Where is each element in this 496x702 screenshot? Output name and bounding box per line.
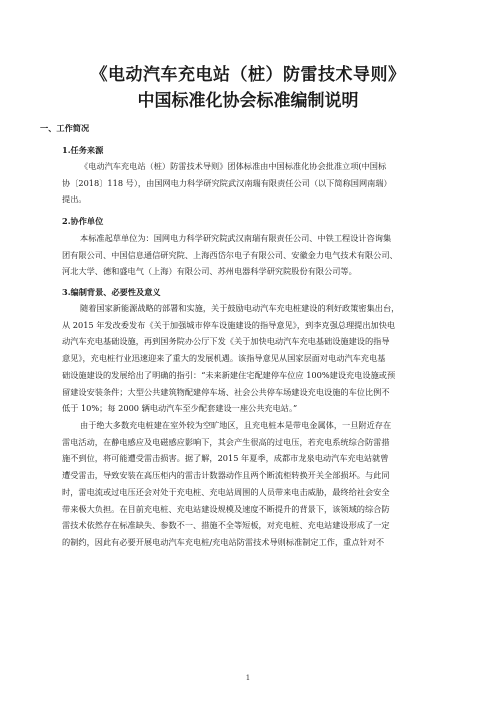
paragraph-line: 的制约，因此有必要开展电动汽车充电桩/充电站防雷技术导则标准制定工作，重点针对不 xyxy=(62,536,385,547)
subsection-heading-task-source: 1.任务来源 xyxy=(62,145,104,155)
paragraph-line: 《电动汽车充电站（桩）防雷技术导则》团体标准由中国标准化协会批准立项(中国标 xyxy=(80,161,387,171)
document-title-line1: 《电动汽车充电站（桩）防雷技术导则》 xyxy=(90,65,406,85)
section-heading-work-overview: 一、工作简况 xyxy=(40,123,90,133)
subsection-heading-background: 3.编制背景、必要性及意义 xyxy=(62,287,161,297)
paragraph-line: 留建设安装条件；大型公共建筑物配建停车场、社会公共停车场建设充电设施的车位比例不 xyxy=(62,386,390,397)
subsection-heading-collaborators: 2.协作单位 xyxy=(62,216,104,226)
paragraph-line: 从 2015 年发改委发布《关于加强城市停车设施建设的指导意见》，到李克强总理提出加快电 xyxy=(62,319,396,330)
paragraph-line: 时，雷电流或过电压还会对处于充电桩、充电站周围的人员带来电击威胁，最终给社会安全 xyxy=(62,486,390,497)
background-paragraph-1 xyxy=(62,300,448,417)
paragraph-line: 雷电活动，在静电感应及电磁感应影响下，其会产生很高的过电压，若充电系统综合防雷措 xyxy=(62,436,390,447)
document-title-line2: 中国标准化协会标准编制说明 xyxy=(137,91,359,111)
paragraph-line: 施不到位，将可能遭受雷击损害。据了解，2015 年夏季，成都市龙泉电动汽车充电站就曾 xyxy=(62,453,389,464)
paragraph-line: 础设施建设的发展给出了明确的指引：“未来新建住宅配建停车位应 100%建设充电设施或预 xyxy=(62,369,396,380)
paragraph-line: 由于绝大多数充电桩建在室外较为空旷地区，且充电桩本是带电金属体，一旦附近存在 xyxy=(80,420,392,430)
task-source-paragraph xyxy=(62,158,448,208)
paragraph-line: 带来极大负担。在目前充电桩、充电站建设规模及速度不断提升的背景下，该领域的综合防 xyxy=(62,503,390,514)
paragraph-line: 遭受雷击，导致安装在高压柜内的雷击计数器动作且两个断流柜转换开关全部损坏。与此同 xyxy=(62,470,390,481)
paragraph-line: 团有限公司、中国信息通信研究院、上海西岱尔电子有限公司、安徽金力电气技术有限公司、 xyxy=(62,249,398,260)
paragraph-line: 动汽车充电基础设施，再到国务院办公厅下发《关于加快电动汽车充电基础设施建设的指导 xyxy=(62,336,390,347)
page-number: 1 xyxy=(245,674,251,682)
paragraph-line: 协〔2018〕118 号），由国网电力科学研究院武汉南瑞有限责任公司（以下简称国网南瑞） xyxy=(62,177,392,188)
collaborators-paragraph xyxy=(62,230,448,280)
paragraph-line: 提出。 xyxy=(62,194,87,205)
background-paragraph-2 xyxy=(62,417,448,551)
paragraph-line: 随着国家新能源战略的部署和实施，关于鼓励电动汽车充电桩建设的利好政策密集出台， xyxy=(80,303,400,313)
paragraph-line: 本标准起草单位为：国网电力科学研究院武汉南瑞有限责任公司、中铁工程设计咨询集 xyxy=(80,233,392,243)
paragraph-line: 低于 10%；每 2000 辆电动汽车至少配套建设一座公共充电站。” xyxy=(62,403,298,414)
paragraph-line: 雷技术依然存在标准缺失、参数不一、措施不全等短板，对充电桩、充电站建设形成了一定 xyxy=(62,520,390,531)
paragraph-line: 河北大学、德和盛电气（上海）有限公司、苏州电器科学研究院股份有限公司等。 xyxy=(62,266,357,277)
paragraph-line: 意见》，充电桩行业迅速迎来了重大的发展机遇。该指导意见从国家层面对电动汽车充电基 xyxy=(62,353,386,364)
